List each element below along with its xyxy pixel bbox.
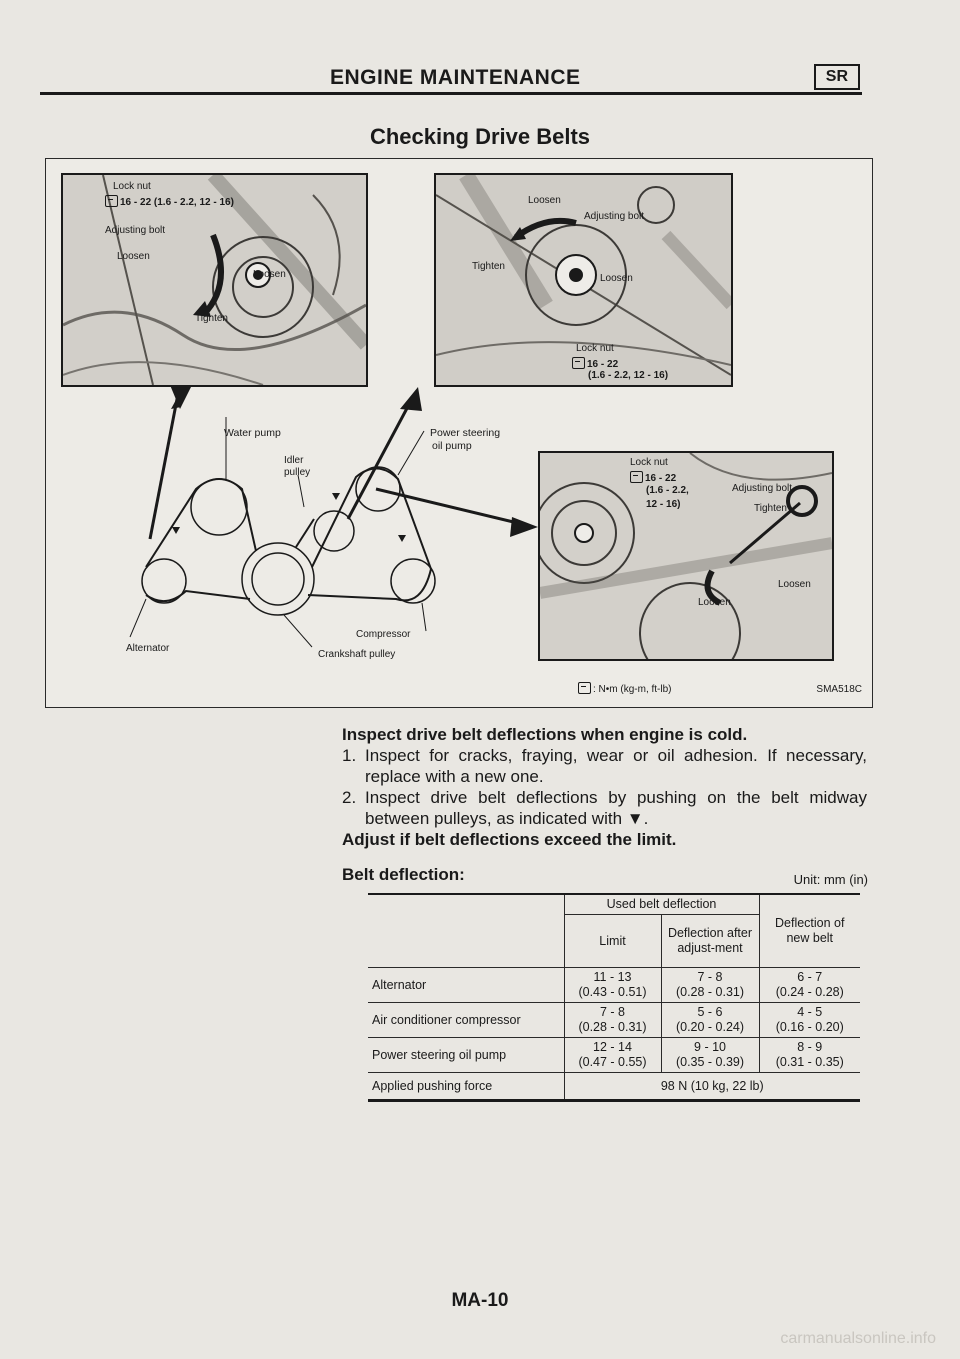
value-in: (0.28 - 0.31) bbox=[675, 985, 745, 999]
value-mm: 8 - 9 bbox=[797, 1040, 823, 1054]
torque-legend bbox=[578, 682, 672, 695]
label-idler: Idler bbox=[284, 455, 304, 466]
value-in: (0.28 - 0.31) bbox=[578, 1020, 647, 1034]
step-text: Inspect drive belt deflections by pushing on the belt midway between pulleys, as indicated with ▼. bbox=[365, 788, 867, 828]
table-row bbox=[368, 968, 860, 1003]
value-mm: 7 - 8 bbox=[599, 1005, 625, 1019]
value-mm: 11 - 13 bbox=[593, 970, 632, 984]
pushing-force-value: 98 N (10 kg, 22 lb) bbox=[564, 1073, 860, 1101]
cell-new bbox=[759, 1003, 860, 1038]
torque-value: 16 - 22 bbox=[587, 359, 619, 370]
table-unit: Unit: mm (in) bbox=[793, 872, 868, 887]
value-in: (0.35 - 0.39) bbox=[675, 1055, 745, 1069]
figure-id: SMA518C bbox=[816, 684, 862, 695]
label-compressor: Compressor bbox=[356, 629, 411, 640]
section-title: ENGINE MAINTENANCE bbox=[330, 66, 581, 89]
belt-deflection-table bbox=[368, 893, 860, 1102]
value-mm: 12 - 14 bbox=[593, 1040, 632, 1054]
label-power-steering: Power steering bbox=[430, 427, 501, 439]
step-1 bbox=[342, 745, 867, 787]
table-row bbox=[368, 1038, 860, 1073]
label-crankshaft-pulley: Crankshaft pulley bbox=[318, 649, 396, 660]
header-new-belt: Deflection of new belt bbox=[759, 894, 860, 968]
value-mm: 6 - 7 bbox=[797, 970, 823, 984]
label-loosen: Loosen bbox=[698, 597, 731, 608]
value-mm: 5 - 6 bbox=[697, 1005, 723, 1019]
value-mm: 7 - 8 bbox=[697, 970, 723, 984]
label-tighten: Tighten bbox=[472, 261, 505, 272]
instruction-heading: Inspect drive belt deflections when engine is cold. bbox=[342, 725, 748, 744]
cell-new bbox=[759, 1038, 860, 1073]
value-in: (0.47 - 0.55) bbox=[578, 1055, 647, 1069]
row-label: Alternator bbox=[368, 968, 564, 1003]
label-loosen: Loosen bbox=[253, 269, 286, 280]
torque-value: 12 - 16) bbox=[646, 499, 681, 510]
page-number: MA-10 bbox=[451, 1290, 509, 1311]
belt-deflection-heading: Belt deflection: bbox=[342, 865, 465, 884]
label-power-steering: oil pump bbox=[432, 440, 472, 452]
cell-after bbox=[661, 1038, 759, 1073]
cell-after bbox=[661, 968, 759, 1003]
label-tighten: Tighten bbox=[195, 313, 228, 324]
label-adjusting-bolt: Adjusting bolt bbox=[732, 483, 793, 494]
label-alternator: Alternator bbox=[126, 643, 170, 654]
table-row bbox=[368, 1003, 860, 1038]
value-in: (0.24 - 0.28) bbox=[775, 985, 844, 999]
row-label: Applied pushing force bbox=[368, 1073, 564, 1101]
label-tighten: Tighten bbox=[754, 503, 787, 514]
table-header-row bbox=[368, 894, 860, 915]
cell-limit bbox=[564, 1038, 661, 1073]
label-adjusting-bolt: Adjusting bolt bbox=[105, 225, 166, 236]
value-mm: 9 - 10 bbox=[694, 1040, 726, 1054]
label-lock-nut: Lock nut bbox=[630, 457, 668, 468]
label-adjusting-bolt: Adjusting bolt bbox=[584, 211, 645, 222]
header-after-adjustment: Deflection after adjust-ment bbox=[661, 915, 759, 968]
torque-value: 16 - 22 (1.6 - 2.2, 12 - 16) bbox=[120, 197, 234, 208]
header-used-belt: Used belt deflection bbox=[564, 894, 759, 915]
step-number: 1. bbox=[342, 746, 357, 765]
value-in: (0.31 - 0.35) bbox=[775, 1055, 844, 1069]
table-corner bbox=[368, 894, 564, 968]
legend-text: : N•m (kg-m, ft-lb) bbox=[593, 684, 672, 695]
value-mm: 4 - 5 bbox=[797, 1005, 823, 1019]
value-in: (0.43 - 0.51) bbox=[578, 985, 647, 999]
torque-wrench-icon bbox=[578, 682, 591, 694]
cell-limit bbox=[564, 1003, 661, 1038]
label-lock-nut: Lock nut bbox=[576, 343, 614, 354]
watermark: carmanualsonline.info bbox=[780, 1330, 936, 1347]
value-in: (0.20 - 0.24) bbox=[675, 1020, 745, 1034]
table-row bbox=[368, 1073, 860, 1101]
page-header bbox=[40, 66, 862, 95]
row-label: Air conditioner compressor bbox=[368, 1003, 564, 1038]
label-loosen: Loosen bbox=[528, 195, 561, 206]
label-loosen: Loosen bbox=[600, 273, 633, 284]
belt-figure bbox=[45, 158, 873, 708]
label-idler: pulley bbox=[284, 467, 311, 478]
adjust-note: Adjust if belt deflections exceed the limit. bbox=[342, 830, 677, 849]
engine-code-badge: SR bbox=[814, 64, 860, 90]
label-water-pump: Water pump bbox=[224, 427, 281, 439]
step-2 bbox=[342, 787, 867, 829]
step-text: Inspect for cracks, fraying, wear or oil adhesion. If necessary, replace with a new one. bbox=[365, 746, 867, 786]
cell-limit bbox=[564, 968, 661, 1003]
label-lock-nut: Lock nut bbox=[113, 181, 151, 192]
torque-value: (1.6 - 2.2, 12 - 16) bbox=[588, 370, 669, 381]
cell-new bbox=[759, 968, 860, 1003]
label-loosen: Loosen bbox=[117, 251, 150, 262]
label-loosen: Loosen bbox=[778, 579, 811, 590]
row-label: Power steering oil pump bbox=[368, 1038, 564, 1073]
value-in: (0.16 - 0.20) bbox=[775, 1020, 844, 1034]
torque-value: (1.6 - 2.2, bbox=[646, 485, 689, 496]
instructions bbox=[342, 724, 867, 885]
step-number: 2. bbox=[342, 788, 357, 807]
cell-after bbox=[661, 1003, 759, 1038]
page-title: Checking Drive Belts bbox=[369, 124, 591, 149]
header-limit: Limit bbox=[564, 915, 661, 968]
torque-value: 16 - 22 bbox=[645, 473, 677, 484]
